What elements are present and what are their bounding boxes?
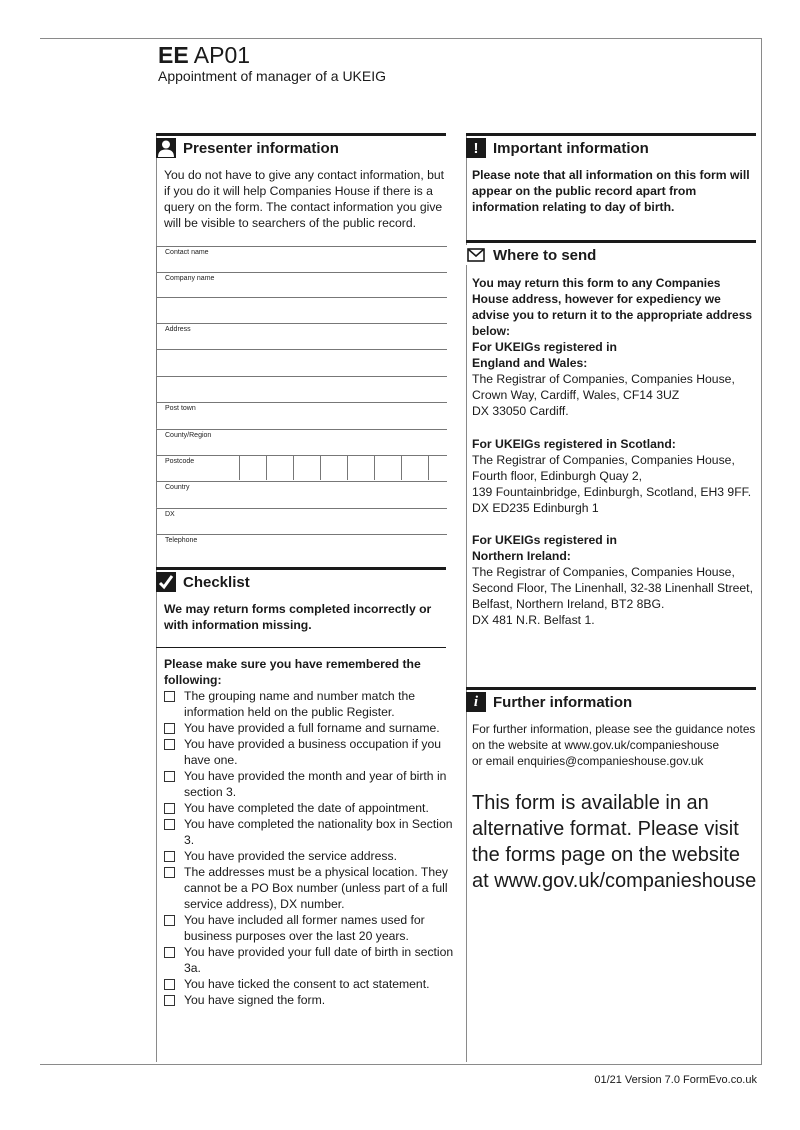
checklist-item[interactable]: You have signed the form. <box>164 992 460 1008</box>
postcode-box[interactable] <box>293 456 320 480</box>
postcode-box[interactable] <box>374 456 401 480</box>
company-name-field-2[interactable] <box>156 297 447 323</box>
top-rule <box>40 38 762 39</box>
where-to-send-intro: You may return this form to any Companies House address, however for expediency we advise you to return it to the appropriate address below: <box>472 276 753 338</box>
presenter-heading: Presenter information <box>156 133 446 160</box>
country-label: Country <box>165 484 190 491</box>
postcode-boxes <box>239 456 455 480</box>
address-line: Crown Way, Cardiff, Wales, CF14 3UZ <box>472 388 680 402</box>
county-field[interactable] <box>156 429 447 455</box>
exclamation-icon: ! <box>466 138 486 158</box>
checkbox[interactable] <box>164 851 175 862</box>
england-wales-heading-2: England and Wales: <box>472 356 588 370</box>
checklist-reminder: Please make sure you have remembered the following: <box>164 657 421 687</box>
info-icon: i <box>466 692 486 712</box>
address-line: DX 33050 Cardiff. <box>472 404 569 418</box>
checklist-items <box>164 688 460 1008</box>
post-town-label: Post town <box>165 405 196 412</box>
checklist-item[interactable]: You have provided the month and year of birth in section 3. <box>164 768 460 800</box>
address-line: 139 Fountainbridge, Edinburgh, Scotland, EH3 9FF. <box>472 485 752 499</box>
dx-field[interactable] <box>156 508 447 534</box>
bottom-rule <box>40 1064 762 1065</box>
checkbox[interactable] <box>164 867 175 878</box>
further-info-line: For further information, please see the guidance notes <box>472 722 756 736</box>
northern-ireland-heading-2: Northern Ireland: <box>472 549 571 563</box>
address-line: The Registrar of Companies, Companies House, <box>472 453 735 467</box>
checkbox[interactable] <box>164 803 175 814</box>
company-name-label: Company name <box>165 275 215 282</box>
address-line: The Registrar of Companies, Companies House, <box>472 565 735 579</box>
where-to-send-heading: Where to send <box>466 240 756 267</box>
county-label: County/Region <box>165 432 212 439</box>
address-line: Second Floor, The Linenhall, 32-38 Linenhall Street, <box>472 581 753 595</box>
further-info-heading: i Further information <box>466 687 756 714</box>
checkbox[interactable] <box>164 995 175 1006</box>
post-town-field[interactable] <box>156 402 447 428</box>
envelope-icon <box>466 245 486 265</box>
checklist-item[interactable]: The grouping name and number match the information held on the public Register. <box>164 688 460 720</box>
form-subtitle: Appointment of manager of a UKEIG <box>158 68 387 84</box>
checkbox[interactable] <box>164 723 175 734</box>
checklist-item[interactable]: You have completed the nationality box in Section 3. <box>164 816 460 848</box>
checkbox[interactable] <box>164 947 175 958</box>
postcode-box[interactable] <box>239 456 266 480</box>
checklist-divider <box>156 647 446 648</box>
alternative-format-notice: This form is available in an alternative format. Please visit the forms page on the website at www.gov.uk/companieshouse <box>472 792 757 892</box>
checklist-warning: We may return forms completed incorrectly or with information missing. <box>164 602 432 632</box>
checklist-item[interactable]: You have provided your full date of birth in section 3a. <box>164 944 460 976</box>
checkmark-icon <box>156 572 176 592</box>
checklist-item[interactable]: You have included all former names used for business purposes over the last 20 years. <box>164 912 460 944</box>
contact-name-label: Contact name <box>165 249 209 256</box>
person-icon <box>156 138 176 158</box>
further-info-line: or email enquiries@companieshouse.gov.uk <box>472 754 704 768</box>
postcode-box[interactable] <box>428 456 455 480</box>
scotland-heading: For UKEIGs registered in Scotland: <box>472 437 676 451</box>
scotland-address <box>472 436 760 516</box>
postcode-box[interactable] <box>401 456 428 480</box>
checkbox[interactable] <box>164 819 175 830</box>
address-line: DX 481 N.R. Belfast 1. <box>472 613 595 627</box>
further-info-line: on the website at www.gov.uk/companieshouse <box>472 738 720 752</box>
checklist-heading: Checklist <box>156 567 446 594</box>
address-field-3[interactable] <box>156 376 447 402</box>
middle-column-rule <box>466 134 467 1062</box>
address-field[interactable] <box>156 323 447 349</box>
checkbox[interactable] <box>164 691 175 702</box>
checkbox[interactable] <box>164 979 175 990</box>
england-wales-address <box>472 339 760 419</box>
right-rule <box>761 38 762 1065</box>
checkbox[interactable] <box>164 771 175 782</box>
postcode-label: Postcode <box>165 458 195 465</box>
telephone-field[interactable] <box>156 534 447 560</box>
checkbox[interactable] <box>164 915 175 926</box>
postcode-field[interactable] <box>156 455 447 481</box>
northern-ireland-heading-1: For UKEIGs registered in <box>472 533 617 547</box>
form-code: EE AP01 <box>158 42 251 68</box>
postcode-box[interactable] <box>266 456 293 480</box>
northern-ireland-address <box>472 532 760 628</box>
address-line: Belfast, Northern Ireland, BT2 8BG. <box>472 597 665 611</box>
address-label: Address <box>165 326 191 333</box>
version-footer: 01/21 Version 7.0 FormEvo.co.uk <box>594 1074 757 1086</box>
telephone-label: Telephone <box>165 537 198 544</box>
country-field[interactable] <box>156 481 447 507</box>
address-field-2[interactable] <box>156 349 447 375</box>
important-text: Please note that all information on this form will appear on the public record apart from information relating to day of birth. <box>472 168 750 214</box>
checklist-item[interactable]: You have provided the service address. <box>164 848 460 864</box>
presenter-intro: You do not have to give any contact information, but if you do it will help Companies House if there is a query on the form. The contact information you give will be visible to searchers of the public record. <box>164 168 445 230</box>
contact-name-field[interactable] <box>156 246 447 272</box>
checklist-item[interactable]: You have provided a full forname and surname. <box>164 720 460 736</box>
checkbox[interactable] <box>164 739 175 750</box>
checklist-item[interactable]: You have completed the date of appointment. <box>164 800 460 816</box>
important-heading: ! Important information <box>466 133 756 160</box>
further-info-text <box>472 721 760 769</box>
england-wales-heading-1: For UKEIGs registered in <box>472 340 617 354</box>
dx-label: DX <box>165 511 175 518</box>
company-name-field[interactable] <box>156 272 447 298</box>
checklist-item[interactable]: You have ticked the consent to act statement. <box>164 976 460 992</box>
address-line: The Registrar of Companies, Companies House, <box>472 372 735 386</box>
postcode-box[interactable] <box>320 456 347 480</box>
address-line: Fourth floor, Edinburgh Quay 2, <box>472 469 643 483</box>
checklist-item[interactable]: The addresses must be a physical location. They cannot be a PO Box number (unless part of a full service address), DX number. <box>164 864 460 912</box>
checklist-item[interactable]: You have provided a business occupation if you have one. <box>164 736 460 768</box>
address-line: DX ED235 Edinburgh 1 <box>472 501 599 515</box>
postcode-box[interactable] <box>347 456 374 480</box>
